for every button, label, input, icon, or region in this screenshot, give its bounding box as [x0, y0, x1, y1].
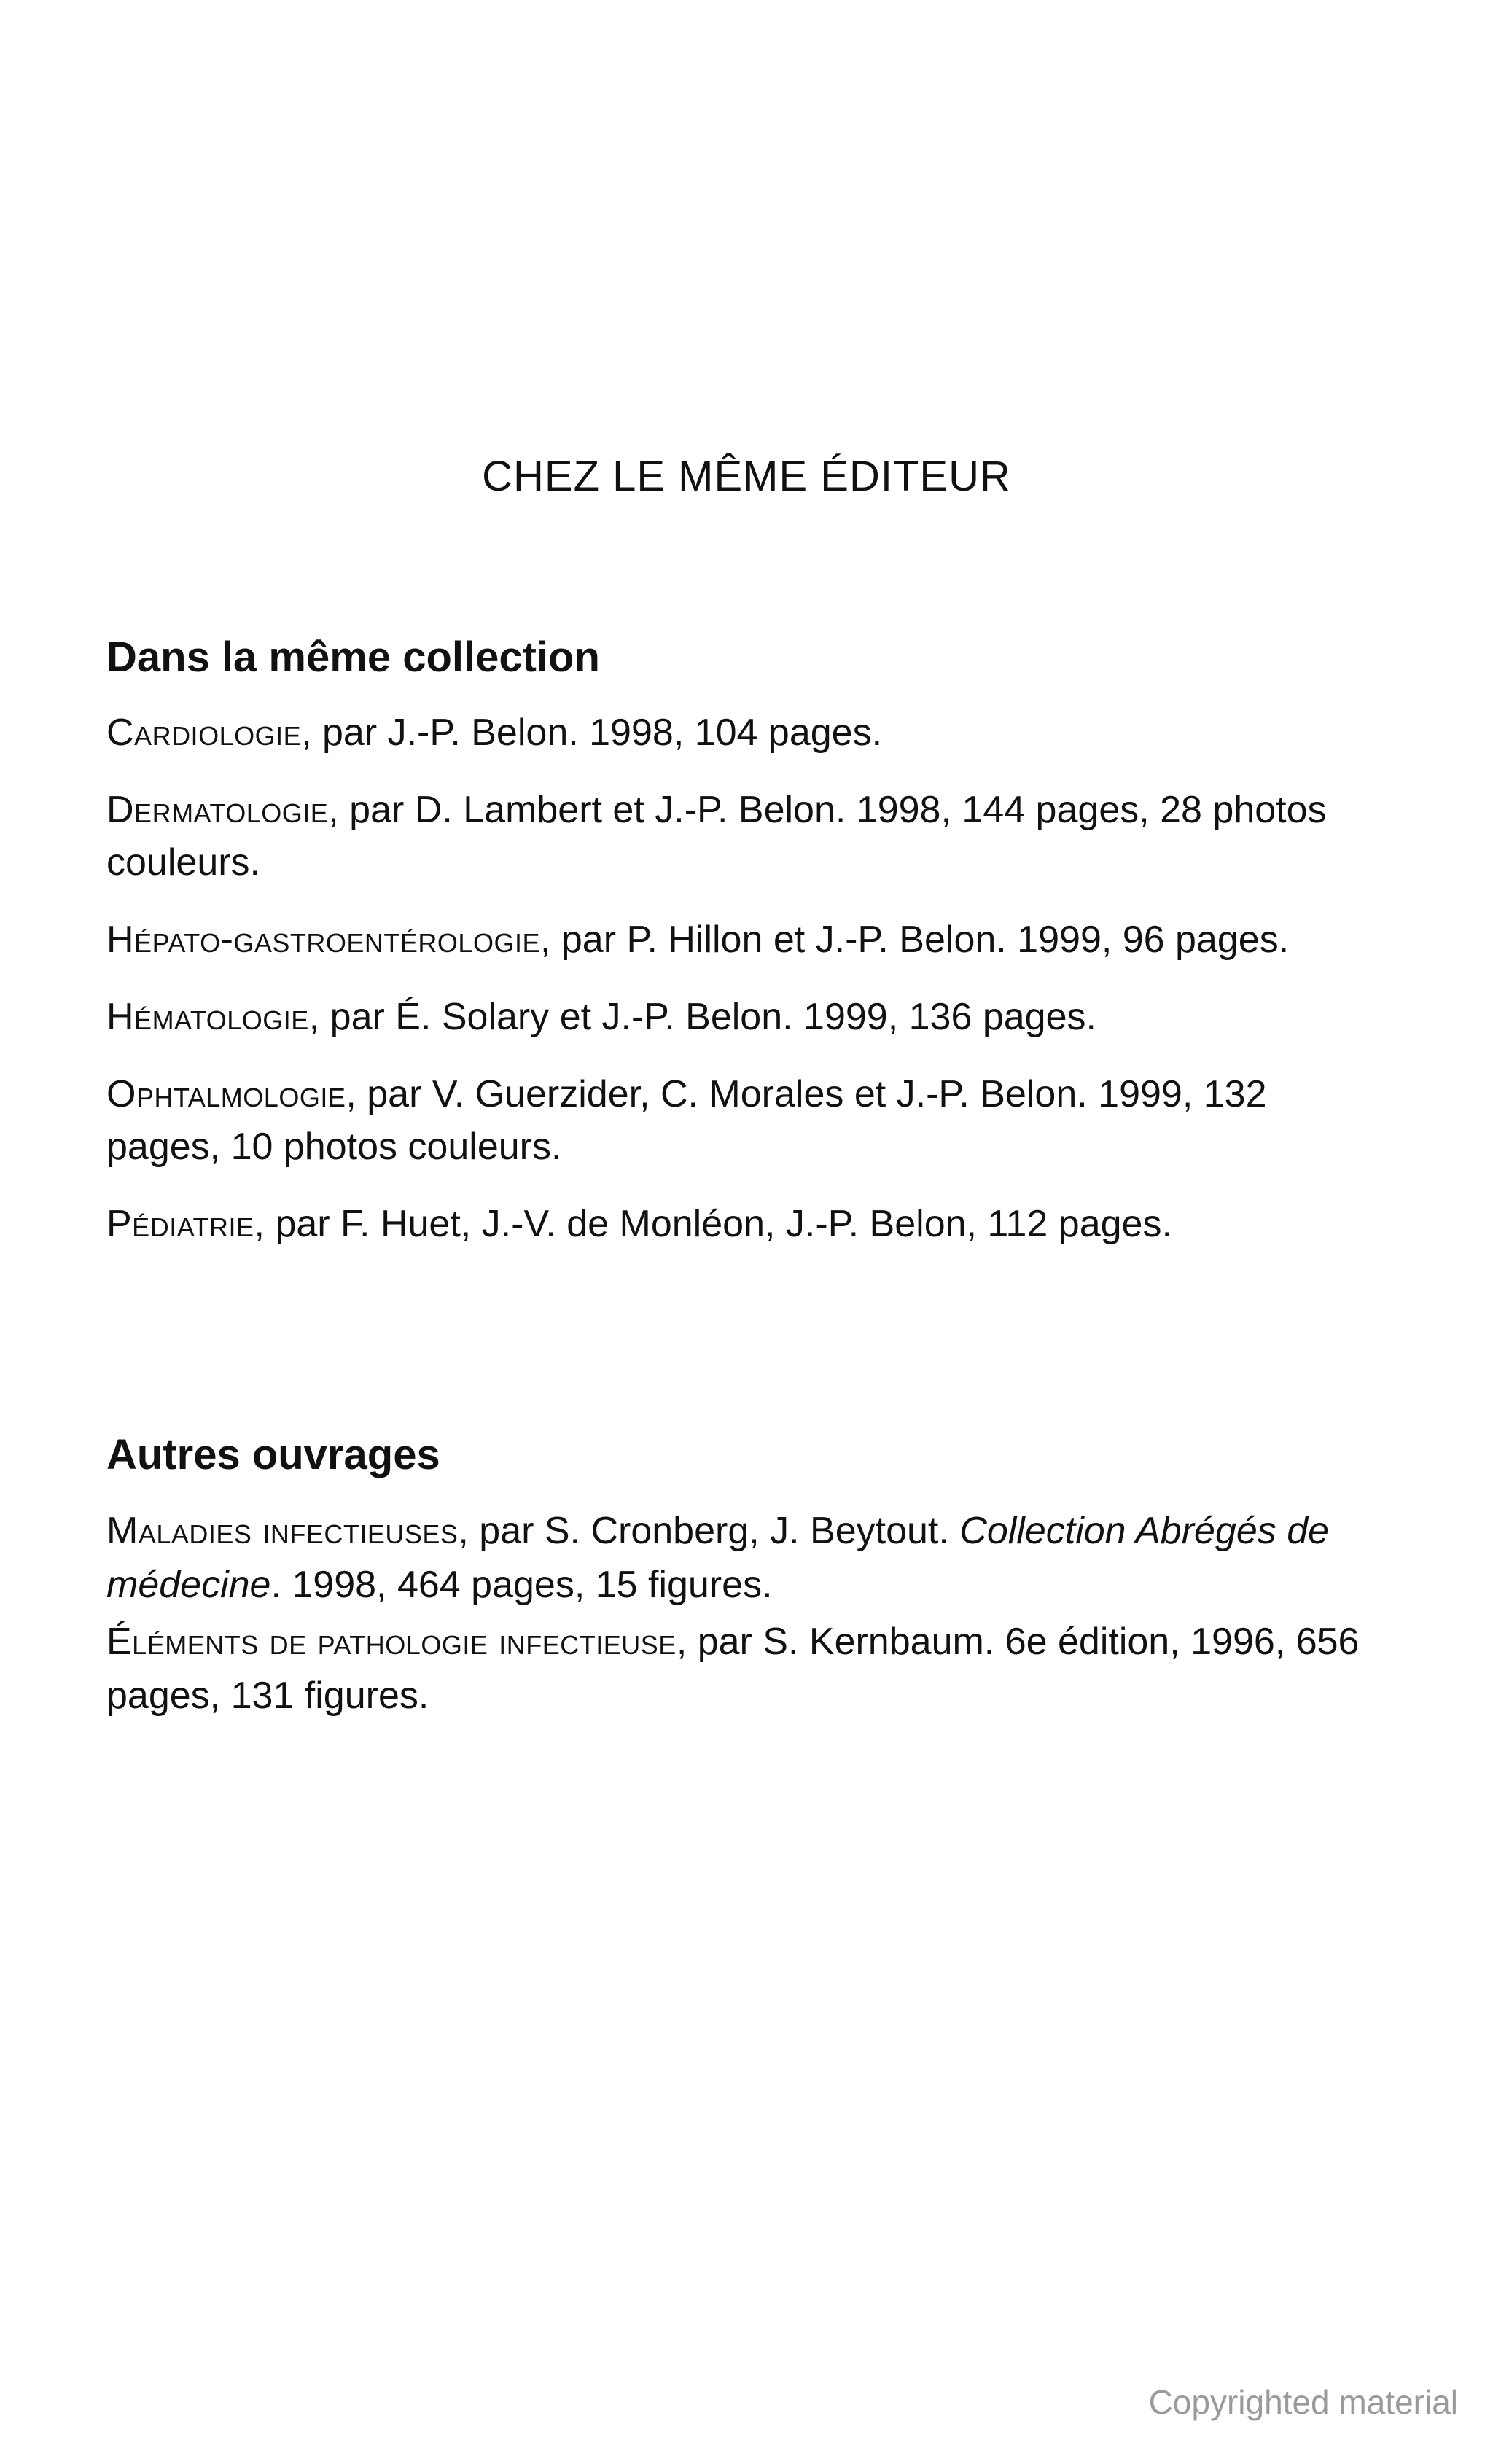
- entry-collection: Collection Abrégés de médecine: [106, 1510, 1330, 1606]
- entry-title: Maladies infectieuses: [106, 1510, 459, 1552]
- list-item: [106, 1068, 1389, 1173]
- list-item: [106, 991, 1389, 1043]
- entry-list: [106, 706, 1389, 1250]
- other-works-section: [106, 1430, 1389, 1726]
- copyright-watermark: Copyrighted material: [1148, 2383, 1458, 2421]
- section-heading: Autres ouvrages: [106, 1431, 440, 1478]
- entry-title: Hématologie: [106, 996, 309, 1038]
- entry-text: , par D. Lambert et J.-P. Belon. 1998, 144 pages, 28 photos couleurs.: [106, 789, 1327, 884]
- list-item: [106, 1504, 1389, 1612]
- entry-title: Cardiologie: [106, 711, 302, 754]
- same-collection-section: [106, 633, 1389, 1275]
- entry-text: , par É. Solary et J.-P. Belon. 1999, 136 pages.: [308, 996, 1096, 1038]
- entry-title: Ophtalmologie: [106, 1073, 346, 1115]
- entry-title: Dermatologie: [106, 789, 329, 831]
- entry-title: Éléments de pathologie infectieuse: [106, 1621, 677, 1663]
- entry-title: Pédiatrie: [106, 1203, 254, 1245]
- entry-text: , par S. Cronberg, J. Beytout.: [458, 1510, 960, 1552]
- list-item: [106, 784, 1389, 889]
- entry-text: . 1998, 464 pages, 15 figures.: [270, 1564, 773, 1606]
- entry-title: Hépato-gastroentérologie: [106, 919, 540, 961]
- entry-text: , par S. Kernbaum. 6e édition, 1996, 656 pages, 131 figures.: [106, 1621, 1360, 1717]
- entry-text: , par J.-P. Belon. 1998, 104 pages.: [301, 711, 883, 754]
- section-heading: Dans la même collection: [106, 633, 600, 681]
- entry-text: , par V. Guerzider, C. Morales et J.-P. Belon. 1999, 132 pages, 10 photos couleurs.: [106, 1073, 1267, 1168]
- page-title: CHEZ LE MÊME ÉDITEUR: [482, 453, 1011, 500]
- entry-list: [106, 1504, 1389, 1723]
- list-item: [106, 1198, 1389, 1250]
- entry-text: , par P. Hillon et J.-P. Belon. 1999, 96 pages.: [539, 919, 1290, 961]
- list-item: [106, 1615, 1389, 1723]
- list-item: [106, 913, 1389, 966]
- list-item: [106, 706, 1389, 759]
- entry-text: , par F. Huet, J.-V. de Monléon, J.-P. Belon, 112 pages.: [254, 1203, 1172, 1245]
